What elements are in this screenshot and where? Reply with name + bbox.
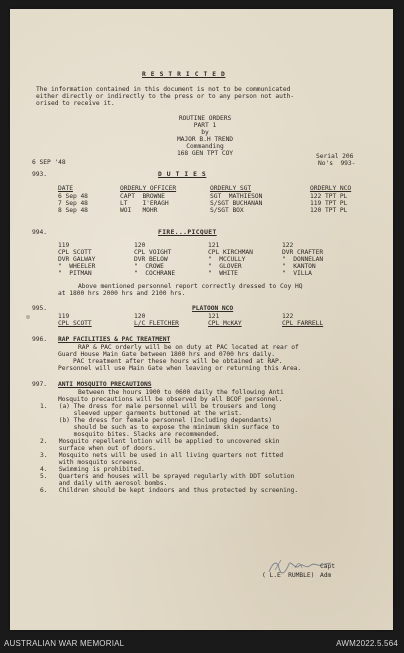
mosquito-line: 2. Mosquito repellent lotion will be applied to uncovered skin xyxy=(40,438,280,445)
title-routine-orders: ROUTINE ORDERS xyxy=(178,115,232,122)
picquet-name: CPL VOIGHT xyxy=(134,249,172,256)
mosquito-line: surface when out of doors. xyxy=(40,445,156,452)
mosquito-line: 5. Quarters and houses will be sprayed regularly with DDT solution xyxy=(40,473,295,480)
section-number-996: 996. xyxy=(32,336,47,343)
platoon-nco-name: CPL McKAY xyxy=(208,320,242,327)
platoon-number: 121 xyxy=(208,313,220,320)
notice-line-3: orised to receive it. xyxy=(36,100,115,107)
archive-reference: AWM2022.5.564 xyxy=(336,639,398,648)
mosquito-line: with mosquito screens. xyxy=(40,459,142,466)
duty-row-nco: 119 TPT PL xyxy=(310,200,348,207)
mosquito-line: mosquito bites. Slacks are recommended. xyxy=(40,431,220,438)
classification-heading: R E S T R I C T E D xyxy=(142,71,226,78)
platoon-number: 122 xyxy=(282,313,294,320)
mosquito-line: Mosquito precautions will be observed by all BCOF personnel. xyxy=(58,396,283,403)
title-commanding: Commanding xyxy=(186,143,224,150)
col-header-orderly-nco: ORDERLY NCO xyxy=(310,185,352,192)
picquet-name: " VILLA xyxy=(282,270,312,277)
rap-heading: RAP FACILITIES & PAC TREATMENT xyxy=(58,336,171,343)
picquet-note-1: Above mentioned personnel report correctly dressed to Coy HQ xyxy=(78,283,303,290)
document-page xyxy=(10,9,393,630)
picquet-name: " MCCULLY xyxy=(208,256,246,263)
title-by: by xyxy=(201,129,209,136)
archive-name: AUSTRALIAN WAR MEMORIAL xyxy=(4,639,125,648)
signatory-role: Adm xyxy=(320,572,332,579)
col-header-date: DATE xyxy=(58,185,73,192)
signatory-name: ( L.E RUMBLE) xyxy=(262,572,315,579)
serial-number: Serial 206 xyxy=(316,153,354,160)
punch-hole xyxy=(26,315,30,319)
picquet-name: DVR BELOW xyxy=(134,256,168,263)
section-number-997: 997. xyxy=(32,381,47,388)
platoon-nco-heading: PLATOON NCO xyxy=(192,305,234,312)
mosquito-line: 1. (a) The dress for male personnel will be trousers and long xyxy=(40,403,276,410)
picquet-name: CPL KIRCHMAN xyxy=(208,249,253,256)
section-number-993: 993. xyxy=(32,171,47,178)
notice-line-1: The information contained in this document is not to be communicated xyxy=(36,86,291,93)
mosquito-line: (b) The dress for female personnel (Including dependants) xyxy=(40,417,272,424)
platoon-number: 119 xyxy=(58,313,70,320)
mosquito-line: 3. Mosquito nets will be used in all living quarters not fitted xyxy=(40,452,284,459)
picquet-name: " CROWE xyxy=(134,263,164,270)
platoon-number: 122 xyxy=(282,242,294,249)
section-number-995: 995. xyxy=(32,305,47,312)
section-number-994: 994. xyxy=(32,229,47,236)
picquet-name: " WHITE xyxy=(208,270,238,277)
picquet-name: DVR GALWAY xyxy=(58,256,96,263)
platoon-number: 119 xyxy=(58,242,70,249)
picquet-name: DVR CRAFTER xyxy=(282,249,324,256)
title-officer: MAJOR B.H TREND xyxy=(176,136,234,143)
platoon-number: 121 xyxy=(208,242,220,249)
duty-row-officer: LT I'ERAGH xyxy=(120,200,169,207)
duty-row-nco: 122 TPT PL xyxy=(310,193,348,200)
picquet-name: " WHEELER xyxy=(58,263,96,270)
picquet-note-2: at 1800 hrs 2000 hrs and 2100 hrs. xyxy=(58,290,186,297)
order-numbers: No's 993- xyxy=(318,160,356,167)
duty-row-date: 7 Sep 48 xyxy=(58,200,88,207)
platoon-nco-name: CPL SCOTT xyxy=(58,320,92,327)
archive-footer xyxy=(0,633,404,653)
title-unit: 168 GEN TPT COY xyxy=(176,150,234,157)
col-header-orderly-sgt: ORDERLY SGT xyxy=(210,185,252,192)
duty-row-officer: CAPT BROWNE xyxy=(120,193,165,200)
duty-row-sgt: SGT MATHIESON xyxy=(210,193,263,200)
notice-line-2: either directly or indirectly to the press or to any person not auth- xyxy=(36,93,295,100)
platoon-nco-name: CPL FARRELL xyxy=(282,320,324,327)
rap-line: RAP & PAC orderly will be on duty at PAC located at rear of xyxy=(78,344,299,351)
duty-row-date: 6 Sep 48 xyxy=(58,193,88,200)
order-date: 6 SEP '48 xyxy=(32,159,66,166)
platoon-nco-name: L/C FLETCHER xyxy=(134,320,179,327)
picquet-name: " COCHRANE xyxy=(134,270,176,277)
mosquito-line: should be such as to expose the minimum skin surface to xyxy=(40,424,280,431)
rap-line: Personnel will use Main Gate when leaving or returning this Area. xyxy=(58,365,302,372)
col-header-orderly-officer: ORDERLY OFFICER xyxy=(120,185,177,192)
picquet-name: " GLOVER xyxy=(208,263,242,270)
mosquito-line: 4. Swimming is prohibited. xyxy=(40,466,145,473)
picquet-name: " KANTON xyxy=(282,263,316,270)
signatory-rank: Capt xyxy=(320,563,335,570)
duty-row-sgt: S/SGT BOX xyxy=(210,207,244,214)
duties-heading: D U T I E S xyxy=(158,171,207,178)
title-part: PART 1 xyxy=(193,122,217,129)
duty-row-officer: WOI MOHR xyxy=(120,207,158,214)
mosquito-line: Between the hours 1900 to 0600 daily the following Anti xyxy=(78,389,284,396)
platoon-number: 120 xyxy=(134,242,146,249)
mosquito-heading: ANTI MOSQUITO PRECAUTIONS xyxy=(58,381,152,388)
fire-picquet-heading: FIRE...PICQUET xyxy=(158,229,217,236)
mosquito-line: 6. Children should be kept indoors and thus protected by screening. xyxy=(40,487,299,494)
picquet-name: " DONNELAN xyxy=(282,256,324,263)
duty-row-nco: 120 TPT PL xyxy=(310,207,348,214)
platoon-number: 120 xyxy=(134,313,146,320)
rap-line: PAC treatment after these hours will be obtained at RAP. xyxy=(58,358,283,365)
picquet-name: CPL SCOTT xyxy=(58,249,92,256)
duty-row-sgt: S/SGT BUCHANAN xyxy=(210,200,263,207)
rap-line: Guard House Main Gate between 1800 hrs and 0700 hrs daily. xyxy=(58,351,275,358)
picquet-name: " PITMAN xyxy=(58,270,92,277)
mosquito-line: and daily with aerosol bombs. xyxy=(40,480,168,487)
mosquito-line: sleeved upper garments buttoned at the wrist. xyxy=(40,410,243,417)
duty-row-date: 8 Sep 48 xyxy=(58,207,88,214)
